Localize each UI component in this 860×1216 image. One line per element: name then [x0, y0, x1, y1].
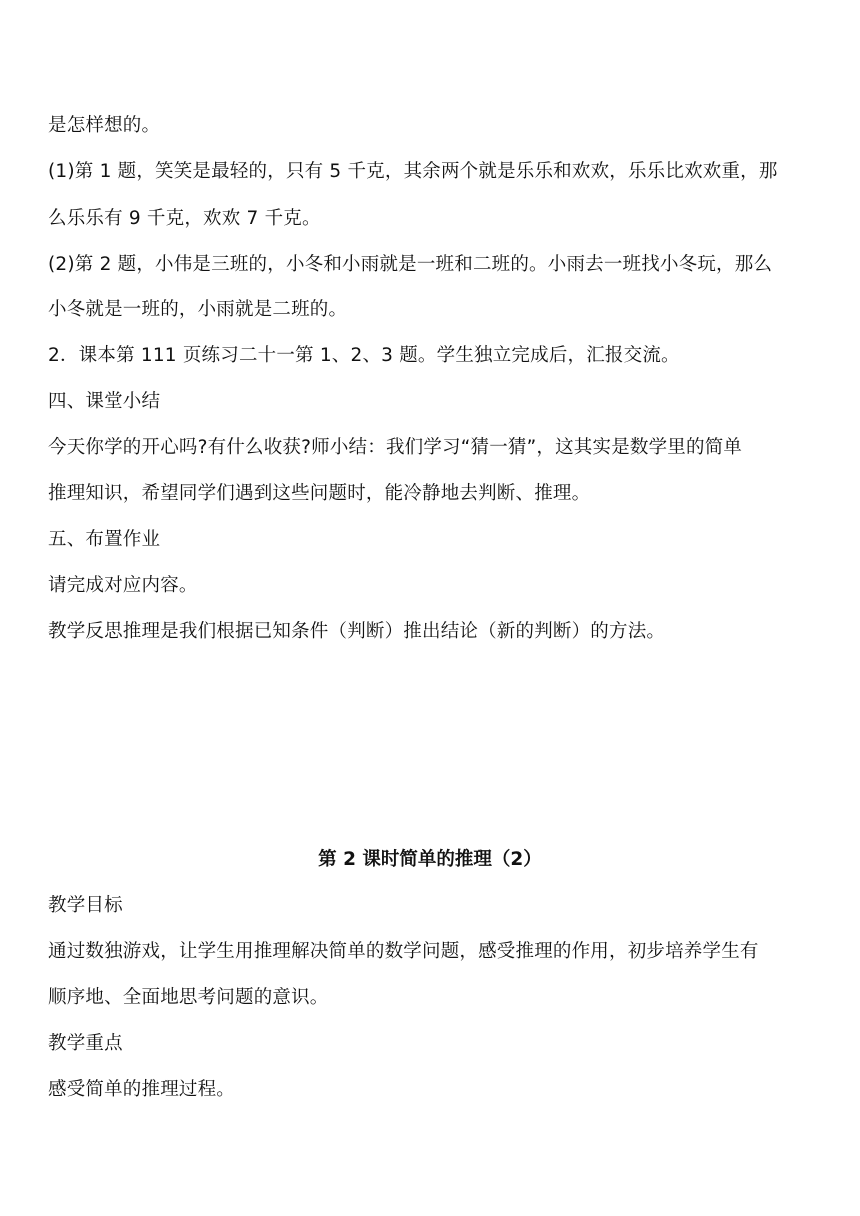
text-line: 顺序地、全面地思考问题的意识。 [48, 987, 329, 1008]
section-heading: 教学目标 [48, 895, 123, 916]
text-line: 是怎样想的。 [48, 115, 161, 136]
section-heading: 四、课堂小结 [48, 391, 161, 412]
text-line: 2．课本第 111 页练习二十一第 1、2、3 题。学生独立完成后，汇报交流。 [48, 345, 680, 366]
text-line: 么乐乐有 9 千克，欢欢 7 千克。 [48, 208, 321, 229]
text-line: 请完成对应内容。 [48, 575, 198, 596]
text-line: 今天你学的开心吗?有什么收获?师小结：我们学习“猜一猜”，这其实是数学里的简单 [48, 437, 743, 458]
text-line: 感受简单的推理过程。 [48, 1079, 236, 1100]
text-line: 小冬就是一班的，小雨就是二班的。 [48, 299, 348, 320]
text-line: 教学反思推理是我们根据已知条件（判断）推出结论（新的判断）的方法。 [48, 621, 666, 642]
text-line: 通过数独游戏，让学生用推理解决简单的数学问题，感受推理的作用，初步培养学生有 [48, 941, 759, 962]
text-line: (1)第 1 题，笑笑是最轻的，只有 5 千克，其余两个就是乐乐和欢欢，乐乐比欢欢重，那 [48, 161, 778, 182]
section-heading: 教学重点 [48, 1033, 123, 1054]
text-line: 推理知识，希望同学们遇到这些问题时，能冷静地去判断、推理。 [48, 483, 591, 504]
lesson-title: 第 2 课时简单的推理（2） [318, 849, 542, 870]
text-line: (2)第 2 题，小伟是三班的，小冬和小雨就是一班和二班的。小雨去一班找小冬玩，那么 [48, 254, 773, 275]
section-heading: 五、布置作业 [48, 529, 161, 550]
